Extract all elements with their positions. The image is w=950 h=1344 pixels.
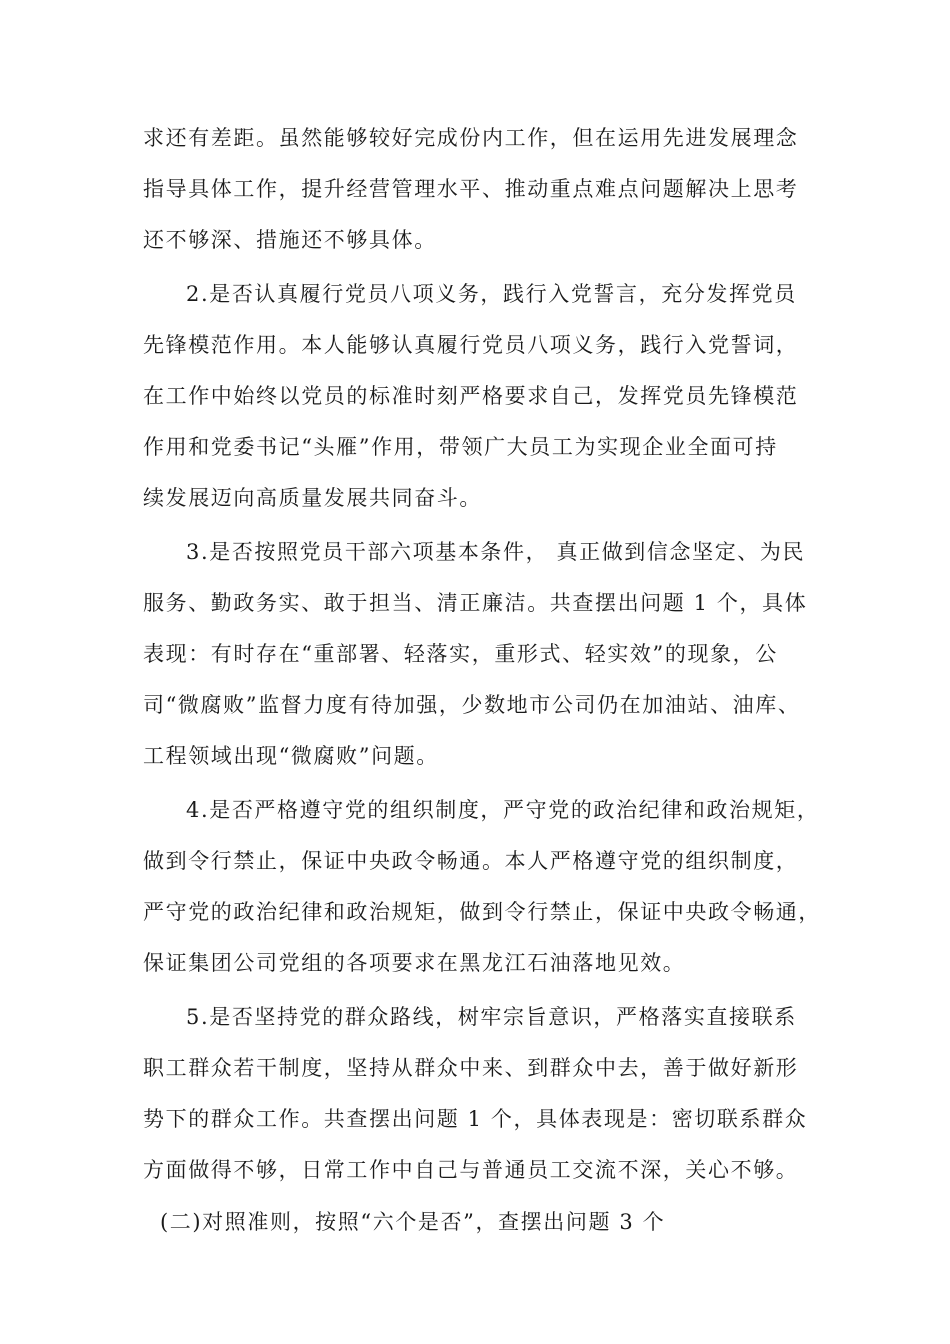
text-line: 还不够深、措施还不够具体。 xyxy=(143,228,437,252)
text-line: 先锋模范作用。本人能够认真履行党员八项义务，践行入党誓词， xyxy=(143,333,799,357)
text-line: 严守党的政治纪律和政治规矩，做到令行禁止，保证中央政令畅通， xyxy=(143,900,821,924)
text-line: 司“微腐败”监督力度有待加强，少数地市公司仍在加油站、油库、 xyxy=(143,693,801,717)
paragraph-2-first-line: 2.是否认真履行党员八项义务，践行入党誓言，充分发挥党员 xyxy=(186,282,797,306)
text-line: 做到令行禁止，保证中央政令畅通。本人严格遵守党的组织制度， xyxy=(143,849,799,873)
paragraph-3-first-line: 3.是否按照党员干部六项基本条件， 真正做到信念坚定、为民 xyxy=(186,540,806,564)
paragraph-4-first-line: 4.是否严格遵守党的组织制度，严守党的政治纪律和政治规矩， xyxy=(186,798,820,822)
text-line: 在工作中始终以党员的标准时刻严格要求自己，发挥党员先锋模范 xyxy=(143,384,799,408)
text-line: 服务、勤政务实、敢于担当、清正廉洁。共查摆出问题 1 个，具体 xyxy=(143,591,808,615)
text-line: 续发展迈向高质量发展共同奋斗。 xyxy=(143,486,482,510)
section-heading: (二)对照准则，按照“六个是否”，查摆出问题 3 个 xyxy=(160,1210,666,1234)
text-line: 表现：有时存在“重部署、轻落实，重形式、轻实效”的现象，公 xyxy=(143,642,778,666)
text-line: 保证集团公司党组的各项要求在黑龙江石油落地见效。 xyxy=(143,951,686,975)
text-line: 作用和党委书记“头雁”作用，带领广大员工为实现企业全面可持 xyxy=(143,435,778,459)
text-line: 求还有差距。虽然能够较好完成份内工作，但在运用先进发展理念 xyxy=(143,126,799,150)
paragraph-5-first-line: 5.是否坚持党的群众路线，树牢宗旨意识，严格落实直接联系 xyxy=(186,1005,797,1029)
text-line: 指导具体工作，提升经营管理水平、推动重点难点问题解决上思考 xyxy=(143,177,799,201)
text-line: 势下的群众工作。共查摆出问题 1 个，具体表现是：密切联系群众 xyxy=(143,1107,808,1131)
text-line: 方面做得不够，日常工作中自己与普通员工交流不深，关心不够。 xyxy=(143,1158,799,1182)
text-line: 职工群众若干制度，坚持从群众中来、到群众中去，善于做好新形 xyxy=(143,1056,799,1080)
text-line: 工程领域出现“微腐败”问题。 xyxy=(143,744,439,768)
